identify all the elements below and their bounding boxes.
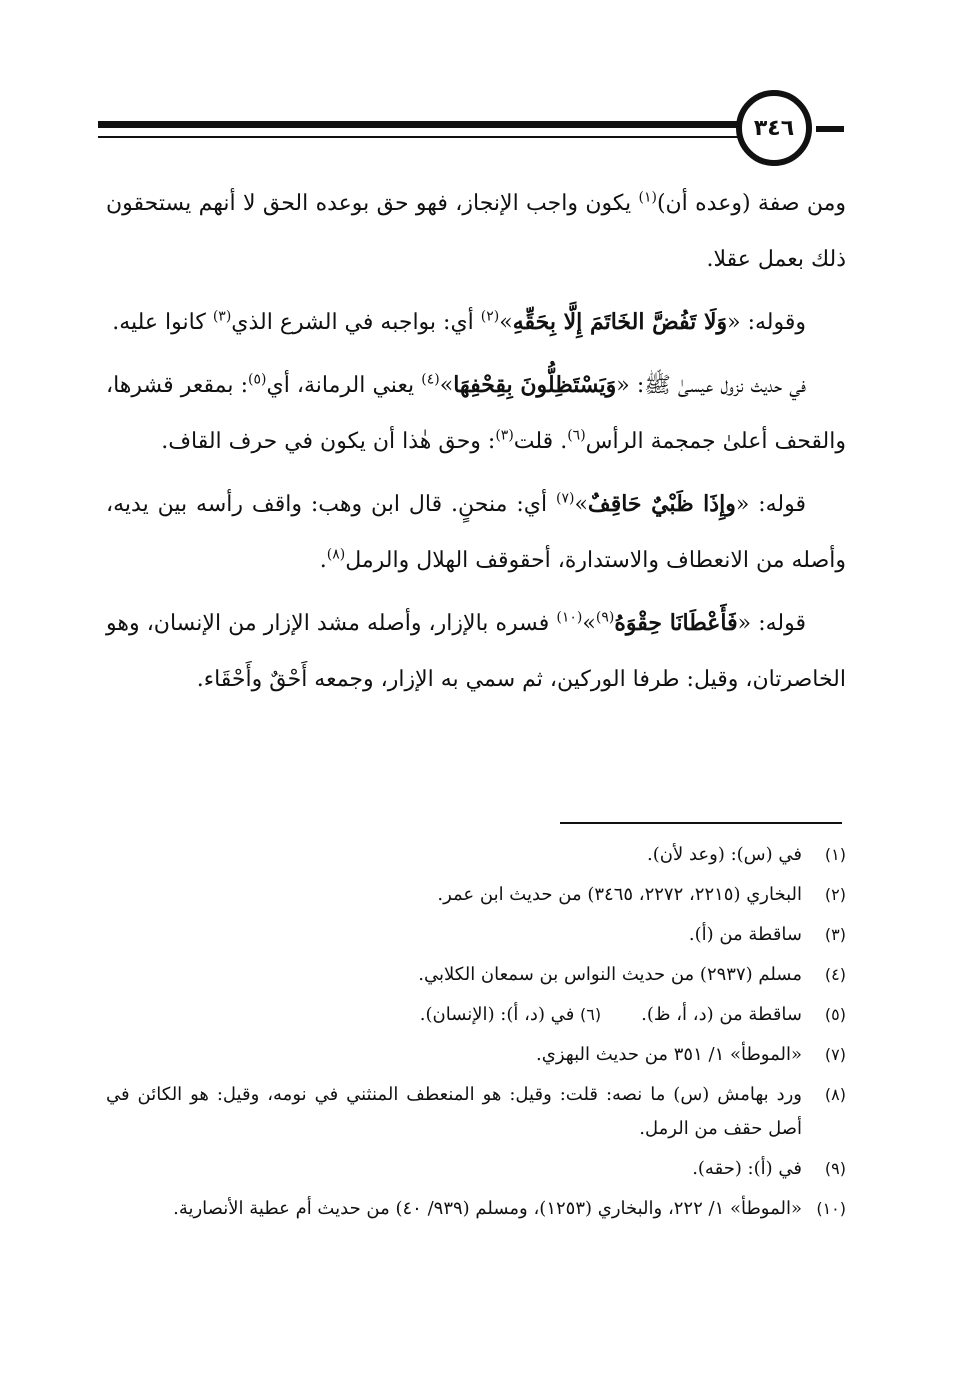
footnote-separator — [560, 822, 842, 824]
footnote-text — [106, 998, 802, 1032]
footnote-number: (٢) — [824, 885, 846, 904]
footnote — [106, 958, 846, 992]
footnote-text: في (أ): (حقه). — [692, 1158, 802, 1179]
text-run: » — [582, 611, 596, 636]
footnote-ref: (٥) — [248, 371, 267, 388]
footnote — [106, 838, 846, 872]
footnote-ref: (١) — [638, 189, 657, 206]
page-header — [0, 0, 954, 170]
text-run: أي: بواجبه في الشرع الذي — [231, 310, 481, 335]
footnote-number: (٥) — [824, 1005, 846, 1024]
quoted-phrase: وَلَا تَفُضَّ الخَاتَمَ إِلَّا بِحَقِّهِ — [512, 309, 728, 335]
text-run: » — [499, 310, 513, 335]
paragraph — [106, 294, 846, 351]
footnote-number: (٧) — [824, 1045, 846, 1064]
text-run: في حديث نزول عيسىٰ ﷺ: « — [616, 373, 807, 398]
footnote-number: (٣) — [824, 925, 846, 944]
footnote — [106, 1078, 846, 1146]
text-run: فسره بالإزار، وأصله مشد الإزار من الإنسان، وهو الخاصرتان، وقيل: طرفا الوركين، ثم سمي به الإزار، وجمعه أَحْقٌ وأَحْقَاء. — [106, 611, 846, 692]
quoted-phrase: وَيَسْتَظِلُّونَ بِقِحْفِهَا — [453, 372, 617, 398]
paragraph — [106, 595, 846, 708]
footnote-ref: (١٠) — [556, 609, 583, 626]
footnote-ref: (٩) — [595, 609, 615, 626]
footnote-ref: (٦) — [567, 427, 586, 444]
text-run: قوله: « — [737, 611, 806, 636]
text-run: . — [319, 548, 327, 573]
footnote-text: البخاري (٢٢١٥، ٢٢٧٢، ٣٤٦٥) من حديث ابن عمر. — [437, 884, 802, 905]
footnote — [106, 1038, 846, 1072]
paragraph — [106, 476, 846, 589]
text-run: ومن صفة (وعده أن) — [656, 191, 847, 216]
footnote-text: في (س): (وعد لأن). — [647, 844, 802, 865]
footnote-ref: (٣) — [212, 308, 232, 325]
footnote-text: ساقطة من (أ). — [688, 924, 802, 945]
text-run: كانوا عليه. — [112, 310, 213, 335]
footnote-number: (٨) — [824, 1085, 846, 1104]
footnote-ref: (٤) — [421, 371, 440, 388]
footnote-ref: (٧) — [555, 490, 575, 507]
footnote — [106, 918, 846, 952]
header-rule-right — [816, 126, 844, 132]
footnote-text: ورد بهامش (س) ما نصه: قلت: وقيل: هو المنعطف المنثني في نومه، وقيل: هو الكائن في أصل حقف من الرمل. — [106, 1084, 802, 1139]
text-run: » — [439, 373, 454, 398]
footnotes — [106, 838, 846, 1232]
footnote-text-6: في (د، أ): (الإنسان). — [419, 1004, 575, 1025]
text-run: وقوله: « — [727, 310, 806, 335]
text-run: يعني الرمانة، أي — [266, 373, 422, 398]
footnote-number: (١٠) — [816, 1199, 846, 1218]
text-run: قوله: « — [735, 492, 806, 517]
footnote-text: «الموطأ» ١/ ٢٢٢، والبخاري (١٢٥٣)، ومسلم (٩٣٩/ ٤٠) من حديث أم عطية الأنصارية. — [173, 1198, 802, 1219]
footnote — [106, 1152, 846, 1186]
quoted-phrase: فَأَعْطَانَا حِقْوَهُ — [614, 610, 738, 636]
footnote-number: (٩) — [824, 1159, 846, 1178]
quoted-phrase: وإِذَا ظَبْيٌ حَاقِفٌ — [587, 491, 736, 517]
text-run: : وحق هٰذا أن يكون في حرف القاف. — [161, 429, 496, 454]
text-run: أي: منحنٍ. قال ابن وهب: واقف رأسه بين يديه، وأصله من الانعطاف والاستدارة، أحقوقف الهلال والرمل — [106, 492, 846, 573]
footnote-ref: (٨) — [326, 546, 346, 563]
footnote-ref: (٣) — [495, 427, 514, 444]
footnote-text: «الموطأ» ١/ ٣٥١ من حديث البهزي. — [536, 1044, 802, 1065]
footnote — [106, 878, 846, 912]
footnote-number: (١) — [824, 845, 846, 864]
text-run: » — [574, 492, 588, 517]
footnote — [106, 1192, 846, 1226]
text-run: . قلت — [513, 429, 568, 454]
paragraph — [106, 357, 846, 470]
footnote-number: (٤) — [824, 965, 846, 984]
main-text — [106, 176, 846, 714]
footnote — [106, 998, 846, 1032]
text-run: يكون واجب الإنجاز، فهو حق بوعده الحق لا أنهم يستحقون ذلك بعمل عقلا. — [106, 191, 846, 272]
header-rule-thick — [98, 121, 740, 128]
footnote-text-5: ساقطة من (د، أ، ظ). — [641, 1004, 802, 1025]
footnote-text: مسلم (٢٩٣٧) من حديث النواس بن سمعان الكلابي. — [418, 964, 802, 985]
page-number: ٣٤٦ — [736, 90, 812, 166]
footnote-number-6: (٦) — [580, 1005, 602, 1024]
header-rule-thin — [98, 136, 740, 138]
text-run: : بمقعر قشرها، والقحف أعلىٰ جمجمة الرأس — [106, 373, 846, 454]
paragraph — [106, 176, 846, 288]
footnote-ref: (٢) — [480, 308, 500, 325]
